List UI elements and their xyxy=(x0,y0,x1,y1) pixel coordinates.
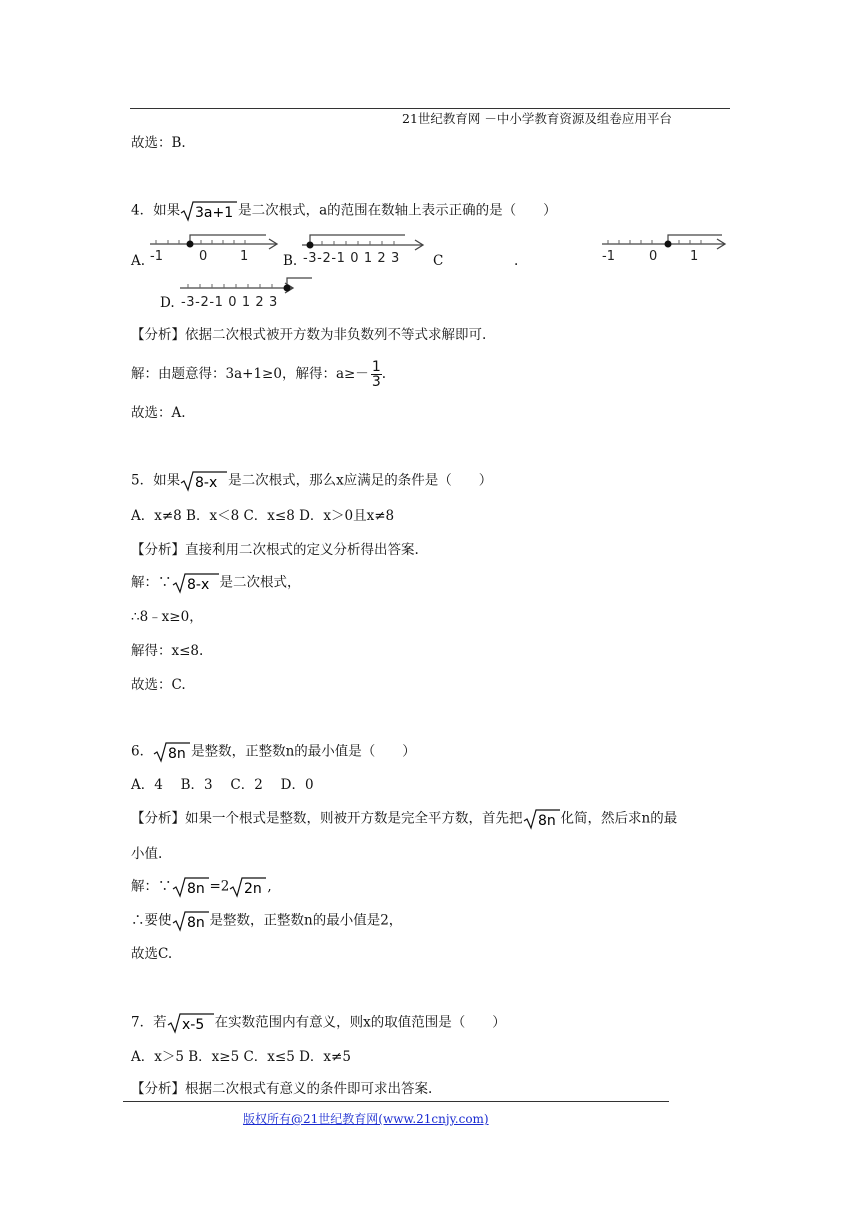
q6-analysis-radical xyxy=(523,808,561,830)
q6-sol1-mid: =2 xyxy=(209,878,230,895)
q5-solution-line1 xyxy=(131,572,301,594)
q7-radicand: x-5 xyxy=(181,1017,204,1033)
q6-radicand: 8n xyxy=(168,746,186,762)
q6-stem-post: 是整数，正整数n的最小值是（ ） xyxy=(191,743,416,760)
q4-number-line-a xyxy=(148,232,283,262)
q6-sol2-radical xyxy=(172,910,210,932)
q6-answer: 故选C. xyxy=(131,946,173,962)
q5-answer: 故选：C. xyxy=(131,677,186,693)
q4-d-solid-point xyxy=(284,285,291,292)
q4-b-solid-point xyxy=(307,242,314,249)
q4-a-tick-1: 1 xyxy=(240,249,249,262)
q4-solution xyxy=(131,357,386,391)
q6-stem xyxy=(131,741,416,763)
q4-solution-end: . xyxy=(381,366,387,382)
q4-radical xyxy=(180,200,238,222)
q7-radical xyxy=(167,1012,215,1034)
q7-analysis: 【分析】根据二次根式有意义的条件即可求出答案. xyxy=(131,1081,433,1097)
q6-sol1-pre: 解：∵ xyxy=(131,878,172,895)
q5-options: A．x≠8 B．x＜8 C．x≤8 D．x＞0且x≠8 xyxy=(131,508,395,524)
q4-a-tick-0: 0 xyxy=(199,249,208,262)
q5-radicand: 8-x xyxy=(195,475,218,491)
q4-analysis: 【分析】依据二次根式被开方数为非负数列不等式求解即可. xyxy=(131,327,487,343)
q4-option-c-label: C xyxy=(433,253,444,269)
footer-copyright-link[interactable]: 版权所有@21世纪教育网(www.21cnjy.com) xyxy=(243,1112,489,1126)
footer-rule xyxy=(123,1101,669,1102)
q6-analysis-line1 xyxy=(131,808,677,830)
q6-sol2-pre: ∴要使 xyxy=(131,912,172,929)
header-site-title: 21世纪教育网 －中小学教育资源及组卷应用平台 xyxy=(402,111,672,126)
q4-option-c-dot: . xyxy=(514,253,519,269)
q5-stem-post: 是二次根式，那么x应满足的条件是（ ） xyxy=(228,472,493,489)
q6-analysis-post: 化简，然后求n的最 xyxy=(560,810,678,827)
q6-solution-line1 xyxy=(131,876,272,898)
q6-sol1-radical-b xyxy=(229,876,267,898)
q6-analysis-line2: 小值. xyxy=(131,846,163,862)
q6-radical xyxy=(153,741,191,763)
q6-analysis-pre: 【分析】如果一个根式是整数，则被开方数是完全平方数，首先把 xyxy=(131,810,523,827)
q4-fraction xyxy=(371,360,382,389)
q4-d-ticks: -3-2-1 0 1 2 3 xyxy=(181,295,278,308)
q4-stem xyxy=(131,200,557,222)
q5-solution-line2: ∴8﹣x≥0， xyxy=(131,609,203,625)
q4-option-a-label: A. xyxy=(131,253,146,269)
q6-sol1-radical-a xyxy=(172,876,210,898)
q4-c-solid-point xyxy=(665,241,672,248)
q4-number-line-b xyxy=(300,230,430,264)
q4-b-ticks: -3-2-1 0 1 2 3 xyxy=(303,251,400,264)
q7-stem-post: 在实数范围内有意义，则x的取值范围是（ ） xyxy=(214,1014,506,1031)
prev-answer: 故选：B. xyxy=(131,135,186,151)
q4-number-line-c xyxy=(600,232,730,262)
q6-analysis-radicand: 8n xyxy=(537,813,556,829)
q7-stem-pre: 若 xyxy=(153,1014,167,1031)
q4-number-line-d xyxy=(178,276,318,308)
q6-number: 6． xyxy=(131,743,154,760)
q4-a-tick-minus1: -1 xyxy=(150,249,163,262)
q5-solution-line3: 解得：x≤8. xyxy=(131,643,204,659)
q7-stem xyxy=(131,1012,506,1034)
q5-sol1-pre: 解：∵ xyxy=(131,574,172,591)
q4-number: 4． xyxy=(131,202,154,219)
q4-a-solid-point xyxy=(187,241,194,248)
q4-option-b-label: B. xyxy=(283,253,298,269)
q4-option-d-label: D. xyxy=(160,295,175,311)
q5-stem xyxy=(131,470,492,492)
q5-radical xyxy=(180,470,228,492)
q4-fraction-denominator: 3 xyxy=(371,374,381,390)
q6-sol2-radicand: 8n xyxy=(186,915,205,931)
q6-sol1-radicand-a: 8n xyxy=(186,881,205,897)
q6-sol1-post: , xyxy=(267,878,272,895)
q4-solution-text: 解：由题意得：3a+1≥0，解得：a≥－ xyxy=(131,366,369,382)
q4-c-tick-minus1: -1 xyxy=(602,249,615,262)
q7-options: A．x＞5 B．x≥5 C．x≤5 D．x≠5 xyxy=(131,1049,351,1065)
q5-analysis: 【分析】直接利用二次根式的定义分析得出答案. xyxy=(131,542,419,558)
q5-sol-radical xyxy=(172,572,220,594)
q5-stem-pre: 如果 xyxy=(153,472,181,489)
q7-number: 7． xyxy=(131,1014,154,1031)
q4-stem-post: 是二次根式，a的范围在数轴上表示正确的是（ ） xyxy=(238,202,557,219)
q4-stem-pre: 如果 xyxy=(153,202,181,219)
q5-number: 5． xyxy=(131,472,154,489)
q5-sol1-post: 是二次根式， xyxy=(219,574,301,591)
q4-c-tick-0: 0 xyxy=(649,249,658,262)
q4-radicand: 3a+1 xyxy=(195,205,234,221)
q6-sol1-radicand-b: 2n xyxy=(244,881,263,897)
q6-sol2-post: 是整数，正整数n的最小值是2， xyxy=(209,912,403,929)
q4-fraction-numerator: 1 xyxy=(371,359,381,375)
q5-sol-radicand: 8-x xyxy=(186,577,209,593)
q6-solution-line2 xyxy=(131,910,402,932)
q6-options: A．4 B．3 C．2 D．0 xyxy=(131,777,314,793)
q4-answer: 故选：A. xyxy=(131,405,186,421)
q4-c-tick-1: 1 xyxy=(690,249,699,262)
